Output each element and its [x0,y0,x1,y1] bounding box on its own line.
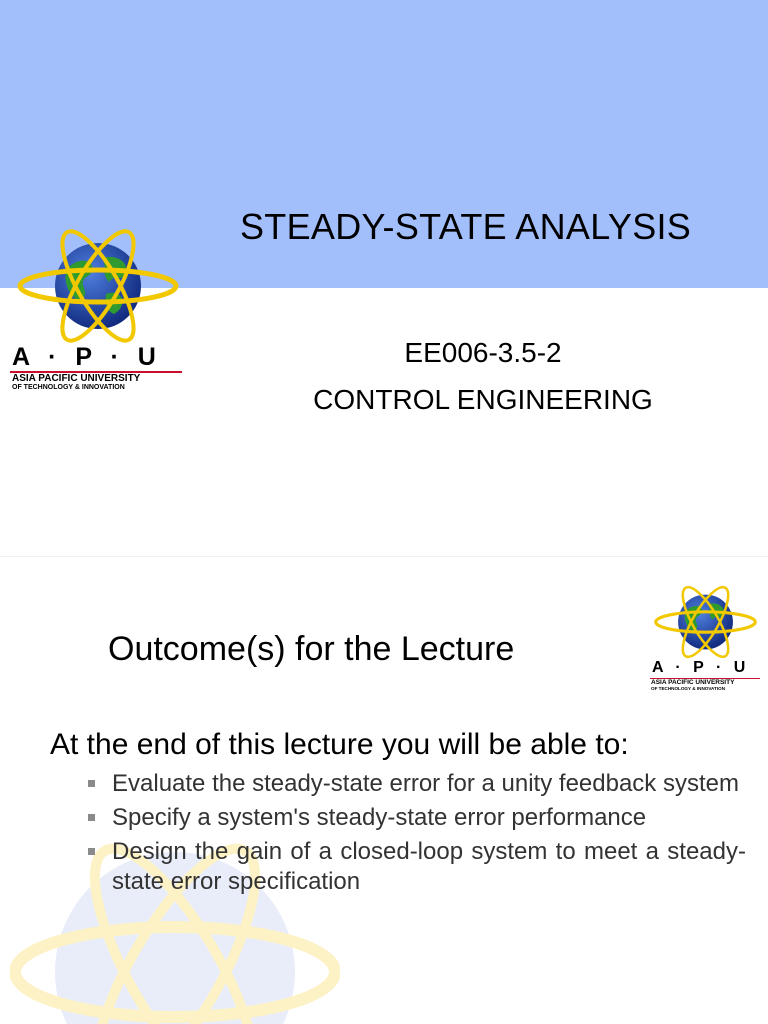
outcomes-heading: Outcome(s) for the Lecture [108,630,515,668]
logo-acronym: A · P · U [652,659,750,676]
outcomes-lead: At the end of this lecture you will be able to: [50,728,629,761]
globe-atom-icon [648,585,763,659]
course-code: EE006-3.5-2 [404,337,562,368]
list-item: Specify a system's steady-state error performance [86,803,746,833]
bullet-icon [88,848,95,855]
logo-line2: OF TECHNOLOGY & INNOVATION [651,686,726,691]
slide-title: STEADY-STATE ANALYSIS [240,206,692,247]
course-name: CONTROL ENGINEERING [313,384,653,415]
bullet-icon [88,780,95,787]
outcomes-slide [0,557,768,1024]
apu-logo-small [648,585,763,695]
logo-line1: ASIA PACIFIC UNIVERSITY [12,373,141,384]
globe-atom-icon [8,228,188,344]
logo-line1: ASIA PACIFIC UNIVERSITY [651,679,735,686]
list-item: Design the gain of a closed-loop system to meet a steady-state error specification [86,837,746,897]
list-item: Evaluate the steady-state error for a unity feedback system [86,769,746,799]
outcomes-list [86,769,746,901]
logo-acronym: A · P · U [12,343,162,371]
apu-logo-large [8,228,188,398]
bullet-icon [88,814,95,821]
logo-line2: OF TECHNOLOGY & INNOVATION [12,384,125,391]
